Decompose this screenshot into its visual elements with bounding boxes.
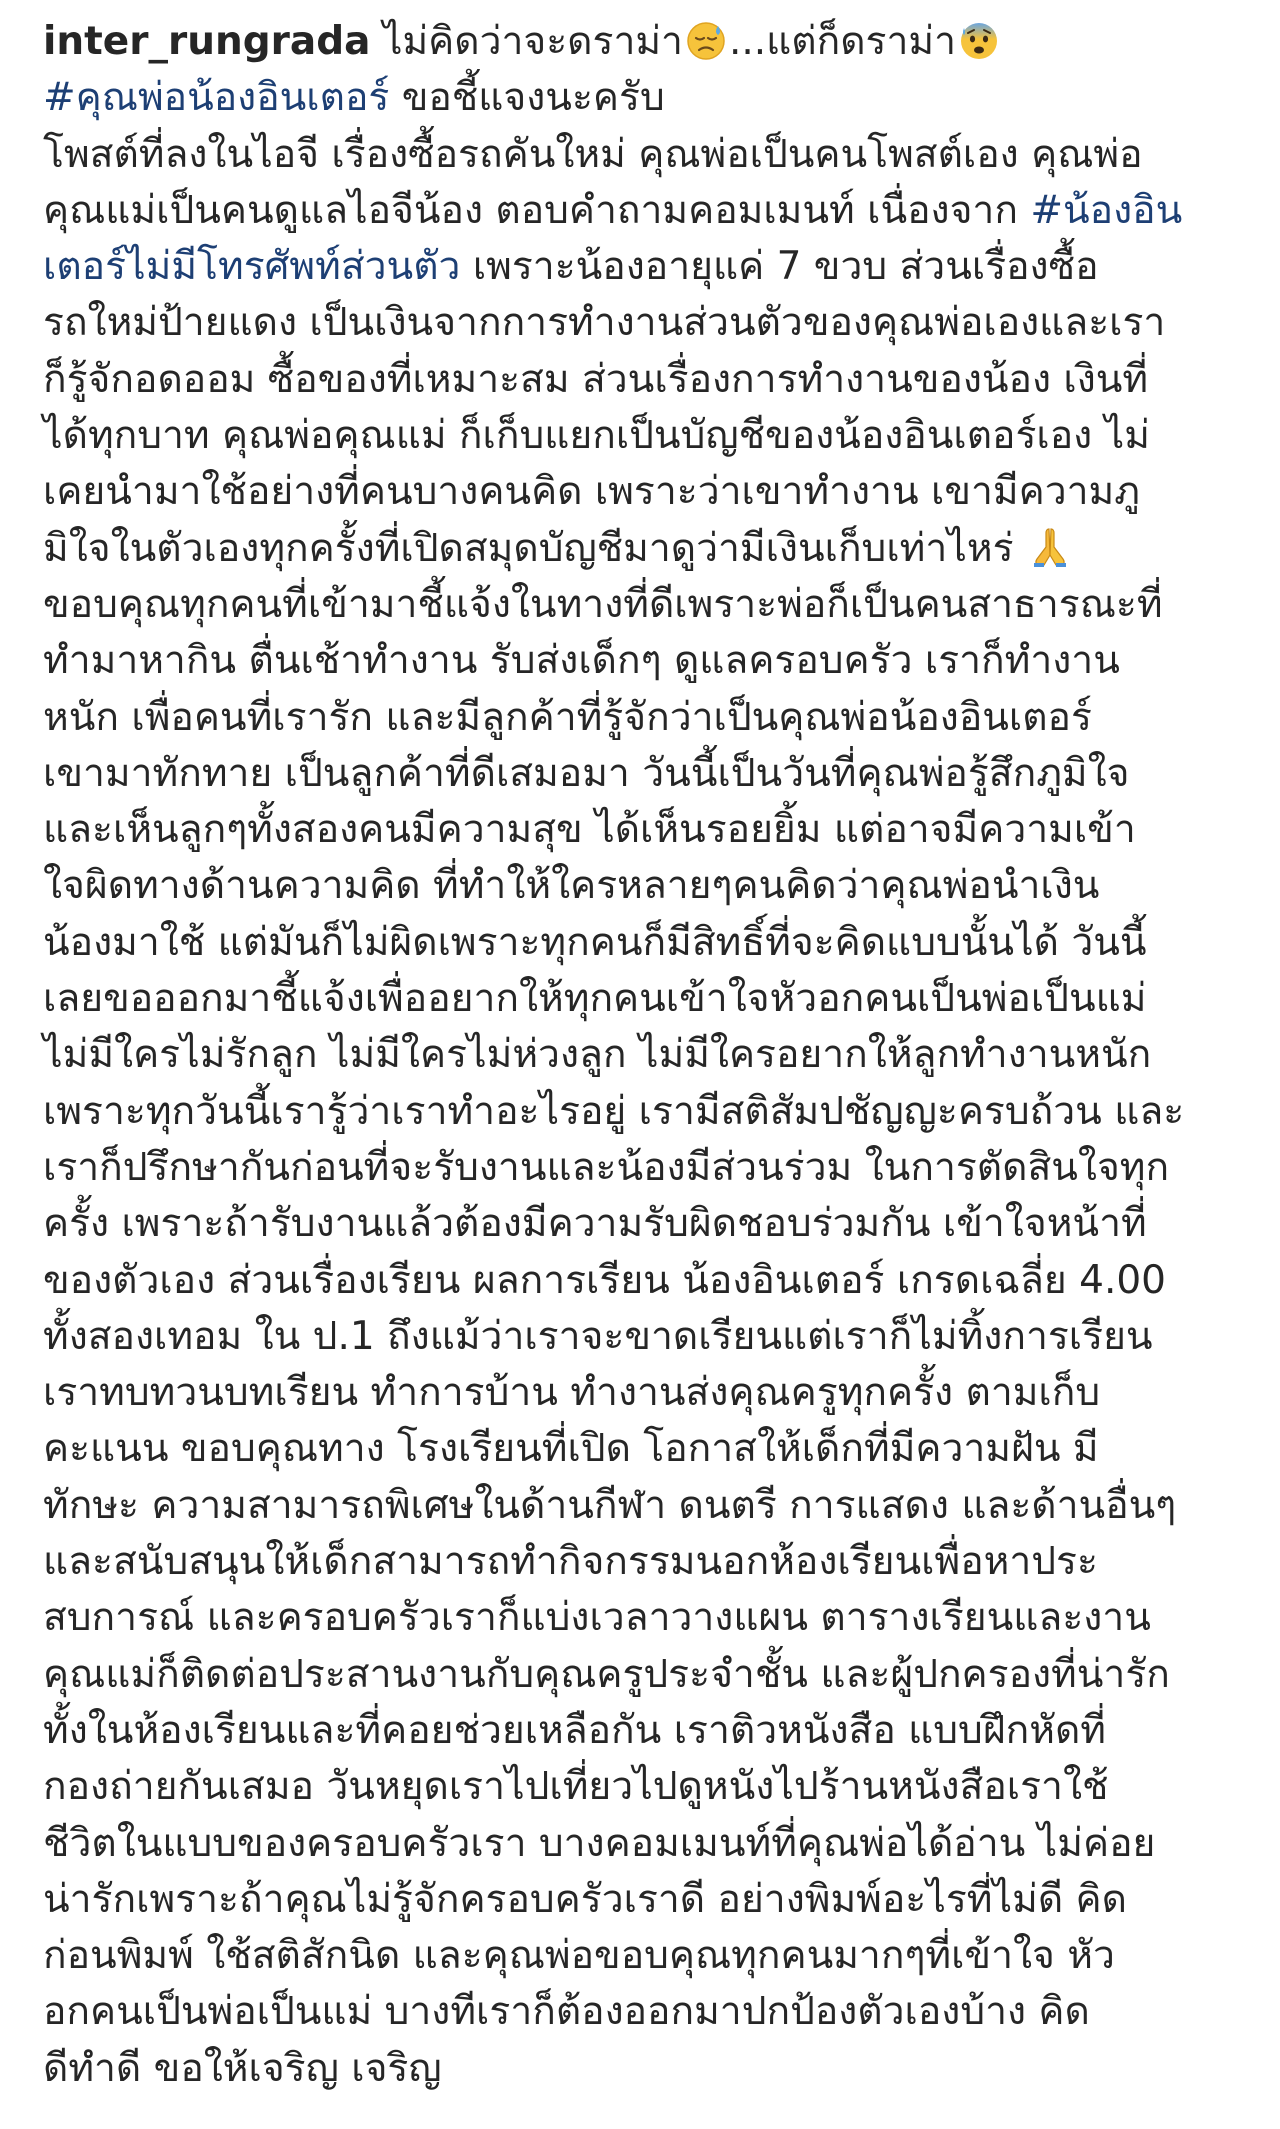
caption-line: เลยขอออกมาชี้แจ้งเพื่ออยากให้ทุกคนเข้าใจหัวอกคนเป็นพ่อเป็นแม่: [43, 976, 1147, 1022]
caption-line: น่ารักเพราะถ้าคุณไม่รู้จักครอบครัวเราดี อย่างพิมพ์อะไรที่ไม่ดี คิด: [43, 1876, 1127, 1922]
caption-text: ...แต่ก็ดราม่า: [728, 19, 957, 64]
caption-text: ขอชี้แจงนะครับ: [389, 75, 665, 121]
caption-line: [43, 239, 1253, 295]
caption-text: เพราะน้องอายุแค่ 7 ขวบ ส่วนเรื่องซื้อ: [460, 244, 1099, 290]
caption-line: ก็รู้จักอดออม ซื้อของที่เหมาะสม ส่วนเรื่องการทำงานของน้อง เงินที่: [43, 356, 1149, 402]
caption-line: ได้ทุกบาท คุณพ่อคุณแม่ ก็เก็บแยกเป็นบัญชีของน้องอินเตอร์เอง ไม่: [43, 413, 1150, 459]
caption-line: ใจผิดทางด้านความคิด ที่ทำให้ใครหลายๆคนคิดว่าคุณพ่อนำเงิน: [43, 863, 1100, 909]
post-caption: [43, 14, 1253, 2097]
caption-text: มิใจในตัวเองทุกครั้งที่เปิดสมุดบัญชีมาดูว่ามีเงินเก็บเท่าไหร่: [43, 525, 1026, 571]
caption-line: เราก็ปรึกษากันก่อนที่จะรับงานและน้องมีส่วนร่วม ในการตัดสินใจทุก: [43, 1144, 1170, 1190]
caption-line: ครั้ง เพราะถ้ารับงานแล้วต้องมีความรับผิดชอบร่วมกัน เข้าใจหน้าที่: [43, 1201, 1147, 1247]
caption-line: [43, 521, 1253, 577]
caption-line: ก่อนพิมพ์ ใช้สติสักนิด และคุณพ่อขอบคุณทุกคนมากๆที่เข้าใจ หัว: [43, 1933, 1115, 1979]
downcast-sweat-face-icon: [685, 20, 727, 78]
hashtag-link[interactable]: #คุณพ่อน้องอินเตอร์: [43, 75, 390, 121]
caption-text: คุณแม่เป็นคนดูแลไอจีน้อง ตอบคำถามคอมเมนท์ เนื่องจาก: [43, 187, 1031, 233]
caption-text: ไม่คิดว่าจะดราม่า: [370, 19, 683, 64]
caption-line: เขามาทักทาย เป็นลูกค้าที่ดีเสมอมา วันนี้เป็นวันที่คุณพ่อรู้สึกภูมิใจ: [43, 750, 1130, 796]
caption-line: ไม่มีใครไม่รักลูก ไม่มีใครไม่ห่วงลูก ไม่มีใครอยากให้ลูกทำงานหนัก: [43, 1032, 1152, 1078]
folded-hands-icon: [1028, 525, 1072, 585]
caption-line: [43, 183, 1253, 239]
caption-line: และสนับสนุนให้เด็กสามารถทำกิจกรรมนอกห้องเรียนเพื่อหาประ: [43, 1539, 1098, 1585]
caption-line: หนัก เพื่อคนที่เรารัก และมีลูกค้าที่รู้จักว่าเป็นคุณพ่อน้องอินเตอร์: [43, 694, 1092, 740]
caption-line: อกคนเป็นพ่อเป็นแม่ บางทีเราก็ต้องออกมาปกป้องตัวเองบ้าง คิด: [43, 1989, 1090, 2035]
caption-line: เราทบทวนบทเรียน ทำการบ้าน ทำงานส่งคุณครูทุกครั้ง ตามเก็บ: [43, 1370, 1101, 1416]
caption-line: ดีทำดี ขอให้เจริญ เจริญ: [43, 2045, 442, 2091]
caption-line: กองถ่ายกันเสมอ วันหยุดเราไปเที่ยวไปดูหนังไปร้านหนังสือเราใช้: [43, 1764, 1109, 1810]
caption-line: คุณแม่ก็ติดต่อประสานงานกับคุณครูประจำชั้น และผู้ปกครองที่น่ารัก: [43, 1651, 1170, 1697]
caption-line: ทั้งสองเทอม ใน ป.1 ถึงแม้ว่าเราจะขาดเรียนแต่เราก็ไม่ทิ้งการเรียน: [43, 1313, 1153, 1359]
caption-line: เคยนำมาใช้อย่างที่คนบางคนคิด เพราะว่าเขาทำงาน เขามีความภู: [43, 469, 1140, 515]
caption-line: [43, 14, 1253, 70]
caption-line: สบการณ์ และครอบครัวเราก็แบ่งเวลาวางแผน ตารางเรียนและงาน: [43, 1595, 1151, 1641]
caption-line: ทำมาหากิน ตื่นเช้าทำงาน รับส่งเด็กๆ ดูแลครอบครัว เราก็ทำงาน: [43, 638, 1120, 684]
caption-line: และเห็นลูกๆทั้งสองคนมีความสุข ได้เห็นรอยยิ้ม แต่อาจมีความเข้า: [43, 807, 1136, 853]
caption-line: เพราะทุกวันนี้เรารู้ว่าเราทำอะไรอยู่ เรามีสติสัมปชัญญะครบถ้วน และ: [43, 1088, 1185, 1134]
caption-line: คะแนน ขอบคุณทาง โรงเรียนที่เปิด โอกาสให้เด็กที่มีความฝัน มี: [43, 1426, 1099, 1472]
caption-line: โพสต์ที่ลงในไอจี เรื่องซื้อรถคันใหม่ คุณพ่อเป็นคนโพสต์เอง คุณพ่อ: [43, 131, 1143, 177]
caption-line: [43, 70, 1253, 126]
caption-line: ขอบคุณทุกคนที่เข้ามาชี้แจ้งในทางที่ดีเพราะพ่อก็เป็นคนสาธารณะที่: [43, 581, 1163, 627]
fearful-face-icon: [958, 20, 1000, 78]
caption-line: น้องมาใช้ แต่มันก็ไม่ผิดเพราะทุกคนก็มีสิทธิ์ที่จะคิดแบบนั้นได้ วันนี้: [43, 919, 1147, 965]
caption-line: ชีวิตในแบบของครอบครัวเรา บางคอมเมนท์ที่คุณพ่อได้อ่าน ไม่ค่อย: [43, 1820, 1156, 1866]
caption-line: ของตัวเอง ส่วนเรื่องเรียน ผลการเรียน น้องอินเตอร์ เกรดเฉลี่ย 4.00: [43, 1257, 1166, 1303]
username-link[interactable]: inter_rungrada: [43, 19, 371, 64]
hashtag-link[interactable]: #น้องอิน: [1030, 187, 1183, 233]
hashtag-link[interactable]: เตอร์ไม่มีโทรศัพท์ส่วนตัว: [43, 244, 461, 290]
caption-line: ทักษะ ความสามารถพิเศษในด้านกีฬา ดนตรี การแสดง และด้านอื่นๆ: [43, 1482, 1177, 1528]
caption-line: ทั้งในห้องเรียนและที่คอยช่วยเหลือกัน เราติวหนังสือ แบบฝึกหัดที่: [43, 1707, 1107, 1753]
caption-line: รถใหม่ป้ายแดง เป็นเงินจากการทำงานส่วนตัวของคุณพ่อเองและเรา: [43, 300, 1166, 346]
